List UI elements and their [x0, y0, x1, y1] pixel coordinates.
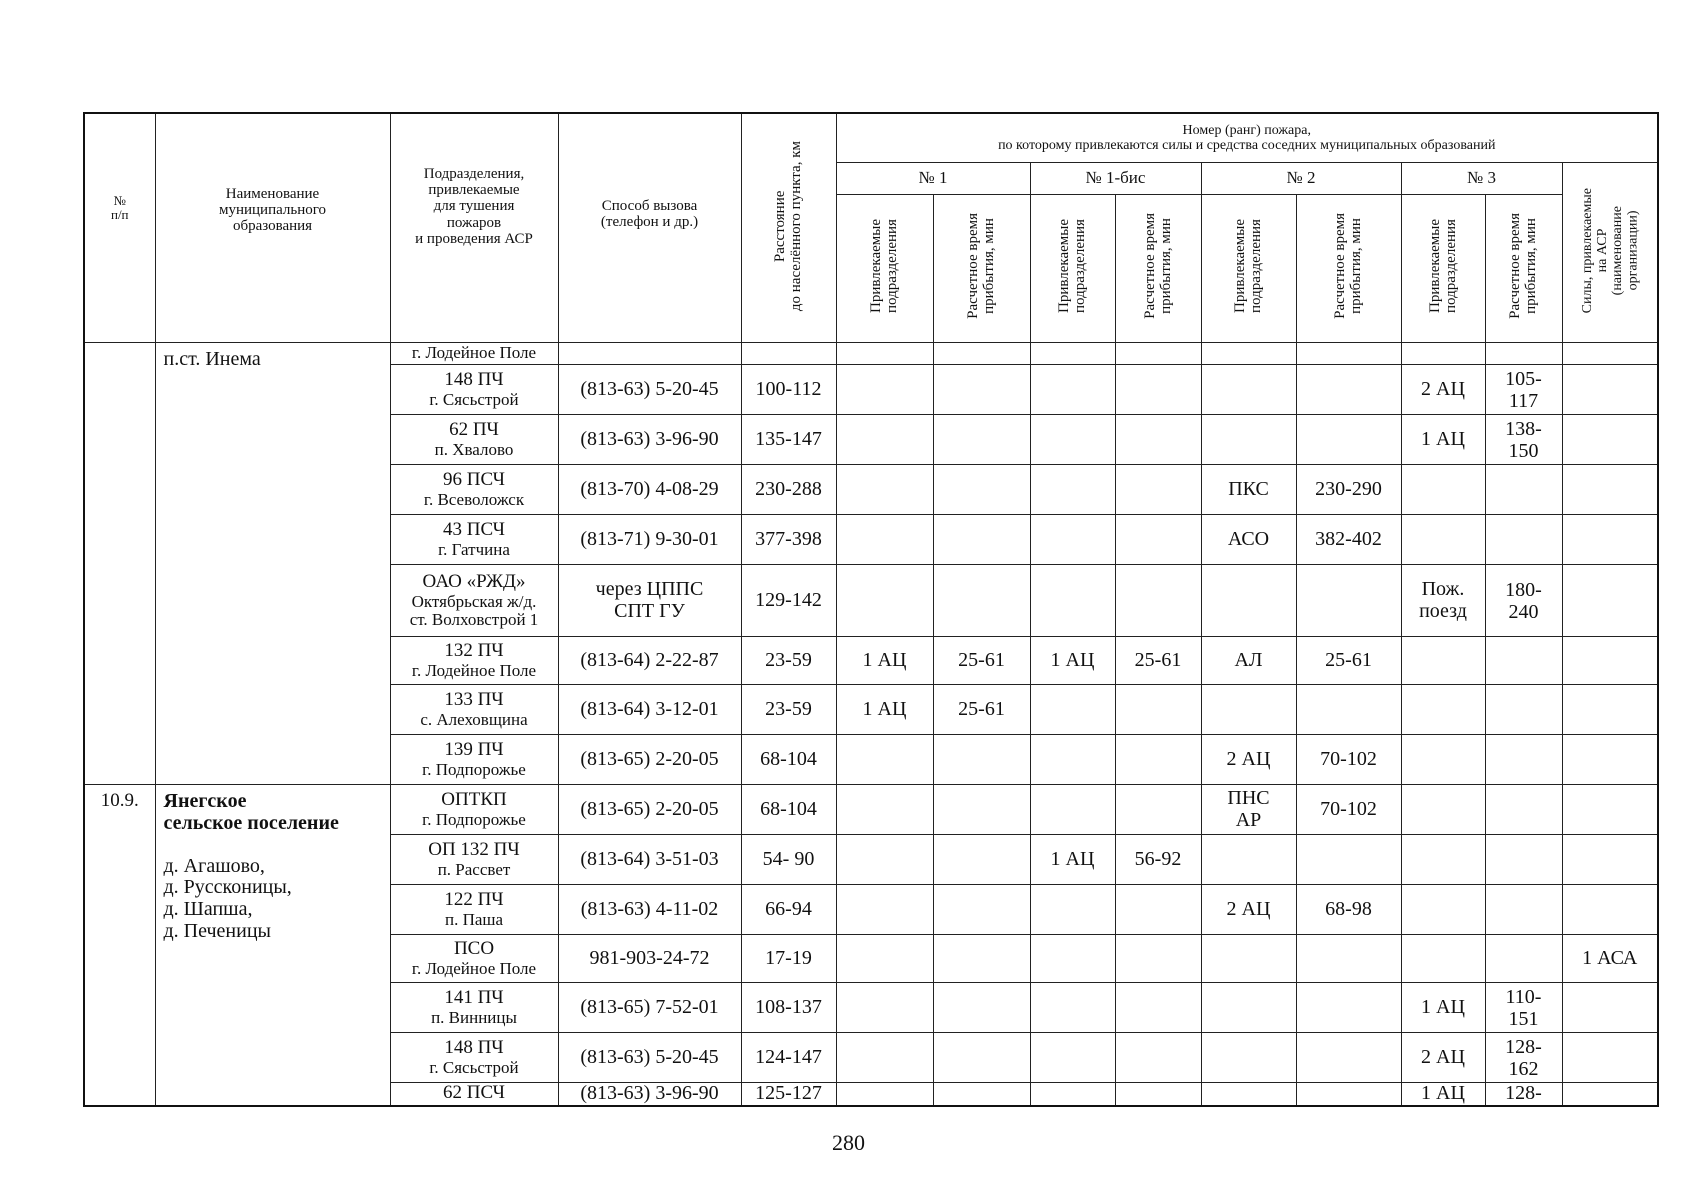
cell-r1bt	[1115, 685, 1201, 735]
cell-r1u	[836, 735, 933, 785]
unit-cell	[390, 1083, 558, 1106]
header-r1bis-time: Расчетное время прибытия, мин	[1115, 195, 1201, 343]
cell-r2u: ПНС АР	[1201, 785, 1296, 835]
cell-r1t	[933, 885, 1030, 935]
cell-asr	[1562, 983, 1658, 1033]
unit-location: г. Сясьстрой	[429, 389, 519, 409]
cell-r1bt	[1115, 515, 1201, 565]
cell-r1bu	[1030, 565, 1115, 637]
header-r2-units: Привлекаемые подразделения	[1201, 195, 1296, 343]
cell-r3t	[1485, 515, 1562, 565]
cell-r1u	[836, 1033, 933, 1083]
cell-r1bt	[1115, 885, 1201, 935]
page-number: 280	[832, 1130, 865, 1155]
cell-call: (813-65) 2-20-05	[558, 785, 741, 835]
cell-asr	[1562, 343, 1658, 365]
cell-asr	[1562, 785, 1658, 835]
unit-cell	[390, 515, 558, 565]
cell-r1bu	[1030, 685, 1115, 735]
cell-r3u: 1 АЦ	[1401, 415, 1485, 465]
row-number: 10.9.	[84, 785, 155, 1106]
cell-r2t	[1296, 1083, 1401, 1106]
header-units: Подразделения, привлекаемые для тушения пожаров и проведения АСР	[390, 113, 558, 343]
cell-r1bt	[1115, 735, 1201, 785]
unit-location: г. Лодейное Поле	[411, 660, 537, 680]
unit-cell	[390, 885, 558, 935]
header-r1-units: Привлекаемые подразделения	[836, 195, 933, 343]
cell-asr	[1562, 515, 1658, 565]
unit-cell	[390, 735, 558, 785]
cell-r2u	[1201, 983, 1296, 1033]
cell-dist: 135-147	[741, 415, 836, 465]
cell-r1u	[836, 465, 933, 515]
cell-r1t	[933, 515, 1030, 565]
unit-name: 132 ПЧ	[444, 639, 504, 661]
cell-dist: 23-59	[741, 637, 836, 685]
cell-asr	[1562, 365, 1658, 415]
cell-call: (813-63) 5-20-45	[558, 1033, 741, 1083]
cell-r1u	[836, 365, 933, 415]
cell-r3t: 180- 240	[1485, 565, 1562, 637]
cell-call: (813-63) 3-96-90	[558, 415, 741, 465]
unit-name: ОПТКП	[441, 788, 507, 810]
unit-location: ст. Волховстрой 1	[409, 609, 539, 629]
cell-asr	[1562, 637, 1658, 685]
cell-r1u	[836, 343, 933, 365]
unit-cell	[390, 637, 558, 685]
unit-location: г. Лодейное Поле	[411, 343, 537, 363]
cell-r1u: 1 АЦ	[836, 637, 933, 685]
cell-asr	[1562, 885, 1658, 935]
cell-r1t: 25-61	[933, 637, 1030, 685]
cell-r1bu: 1 АЦ	[1030, 835, 1115, 885]
cell-r1bt	[1115, 935, 1201, 983]
header-rank-1: № 1	[836, 163, 1030, 195]
cell-r1bu	[1030, 515, 1115, 565]
cell-dist: 129-142	[741, 565, 836, 637]
cell-r3u	[1401, 785, 1485, 835]
cell-r1u	[836, 785, 933, 835]
cell-r3t: 110- 151	[1485, 983, 1562, 1033]
cell-r2t: 70-102	[1296, 735, 1401, 785]
cell-r1t	[933, 1033, 1030, 1083]
unit-name: 139 ПЧ	[444, 738, 504, 760]
cell-r3u	[1401, 637, 1485, 685]
cell-r1u	[836, 935, 933, 983]
cell-dist: 125-127	[741, 1083, 836, 1106]
header-number: № п/п	[84, 113, 155, 343]
cell-r1bt	[1115, 1083, 1201, 1106]
cell-asr	[1562, 565, 1658, 637]
header-rank-3: № 3	[1401, 163, 1562, 195]
cell-call: (813-64) 3-12-01	[558, 685, 741, 735]
cell-r3u	[1401, 465, 1485, 515]
cell-r2u	[1201, 685, 1296, 735]
unit-location: г. Сясьстрой	[429, 1057, 519, 1077]
cell-call: (813-71) 9-30-01	[558, 515, 741, 565]
unit-cell	[390, 565, 558, 637]
unit-location: г. Подпорожье	[422, 809, 526, 829]
cell-r1t	[933, 565, 1030, 637]
cell-asr: 1 АСА	[1562, 935, 1658, 983]
cell-r3t	[1485, 735, 1562, 785]
cell-call: (813-70) 4-08-29	[558, 465, 741, 515]
unit-location: Октябрьская ж/д.	[411, 591, 537, 611]
cell-r1bu	[1030, 735, 1115, 785]
cell-r1t	[933, 1083, 1030, 1106]
cell-r1bu	[1030, 983, 1115, 1033]
cell-r3u	[1401, 685, 1485, 735]
settlement-name: д. Печеницы	[163, 919, 271, 942]
header-asr-forces: Силы, привлекаемые на АСР (наименование организации)	[1562, 163, 1658, 343]
header-rank-title: Номер (ранг) пожара, по которому привлекаются силы и средства соседних муниципальных образований	[836, 113, 1658, 163]
unit-name: ПСО	[453, 937, 495, 959]
municipality-name	[155, 785, 390, 1106]
cell-r2u	[1201, 415, 1296, 465]
cell-r3u: 1 АЦ	[1401, 1083, 1485, 1106]
cell-r3t	[1485, 785, 1562, 835]
cell-r1t	[933, 735, 1030, 785]
cell-r3t	[1485, 343, 1562, 365]
cell-r2u	[1201, 1033, 1296, 1083]
unit-cell	[390, 935, 558, 983]
cell-r3u	[1401, 885, 1485, 935]
cell-call: (813-63) 5-20-45	[558, 365, 741, 415]
unit-cell	[390, 465, 558, 515]
cell-r3t: 105- 117	[1485, 365, 1562, 415]
unit-cell	[390, 785, 558, 835]
cell-r2u	[1201, 343, 1296, 365]
cell-asr	[1562, 685, 1658, 735]
cell-call: 981-903-24-72	[558, 935, 741, 983]
cell-r3u: Пож. поезд	[1401, 565, 1485, 637]
cell-r2u	[1201, 565, 1296, 637]
cell-r1t	[933, 415, 1030, 465]
cell-asr	[1562, 735, 1658, 785]
settlement-name: д. Агашово,	[163, 854, 265, 877]
cell-r1bu	[1030, 343, 1115, 365]
cell-r2t	[1296, 983, 1401, 1033]
cell-r1bu	[1030, 415, 1115, 465]
unit-location: г. Лодейное Поле	[411, 958, 537, 978]
cell-r3u	[1401, 343, 1485, 365]
settlement-name: д. Шапша,	[163, 897, 253, 920]
cell-r2t: 230-290	[1296, 465, 1401, 515]
cell-r2t	[1296, 343, 1401, 365]
cell-r1bu	[1030, 1033, 1115, 1083]
municipality-name	[155, 343, 390, 785]
unit-location: п. Паша	[444, 909, 504, 929]
cell-dist: 230-288	[741, 465, 836, 515]
cell-asr	[1562, 835, 1658, 885]
unit-name: 62 ПСЧ	[442, 1082, 506, 1104]
cell-dist: 100-112	[741, 365, 836, 415]
header-rank-1bis: № 1-бис	[1030, 163, 1201, 195]
cell-r2t	[1296, 935, 1401, 983]
cell-r3u: 2 АЦ	[1401, 1033, 1485, 1083]
cell-asr	[1562, 1033, 1658, 1083]
unit-name: 148 ПЧ	[444, 368, 504, 390]
cell-dist: 68-104	[741, 735, 836, 785]
unit-cell	[390, 983, 558, 1033]
cell-dist: 108-137	[741, 983, 836, 1033]
cell-r2u	[1201, 365, 1296, 415]
cell-r1bu: 1 АЦ	[1030, 637, 1115, 685]
unit-name: ОП 132 ПЧ	[428, 838, 520, 860]
cell-r3u	[1401, 935, 1485, 983]
cell-r2t	[1296, 1033, 1401, 1083]
header-r2-time: Расчетное время прибытия, мин	[1296, 195, 1401, 343]
cell-r2t: 68-98	[1296, 885, 1401, 935]
header-municipality: Наименование муниципального образования	[155, 113, 390, 343]
cell-r2t	[1296, 565, 1401, 637]
cell-r2u	[1201, 1083, 1296, 1106]
cell-dist: 17-19	[741, 935, 836, 983]
header-call-method: Способ вызова (телефон и др.)	[558, 113, 741, 343]
cell-r1t	[933, 983, 1030, 1033]
cell-r1bt	[1115, 415, 1201, 465]
cell-r2u: АСО	[1201, 515, 1296, 565]
cell-r3t	[1485, 685, 1562, 735]
row-number	[84, 343, 155, 785]
table-row	[84, 785, 1658, 835]
header-distance: Расстояние до населённого пункта, км	[741, 113, 836, 343]
cell-r2t: 382-402	[1296, 515, 1401, 565]
unit-name: 141 ПЧ	[444, 986, 504, 1008]
cell-r1bt	[1115, 343, 1201, 365]
unit-name: 43 ПСЧ	[442, 518, 506, 540]
cell-r3t	[1485, 935, 1562, 983]
cell-r1u	[836, 415, 933, 465]
cell-r2t: 70-102	[1296, 785, 1401, 835]
cell-dist: 23-59	[741, 685, 836, 735]
cell-r1bu	[1030, 1083, 1115, 1106]
settlement-name: д. Руссконицы,	[163, 876, 292, 899]
header-r3-time: Расчетное время прибытия, мин	[1485, 195, 1562, 343]
cell-call: (813-63) 4-11-02	[558, 885, 741, 935]
header-r3-units: Привлекаемые подразделения	[1401, 195, 1485, 343]
cell-r3u	[1401, 515, 1485, 565]
cell-r1u: 1 АЦ	[836, 685, 933, 735]
cell-r3t	[1485, 637, 1562, 685]
cell-r1bt	[1115, 785, 1201, 835]
cell-r1t	[933, 835, 1030, 885]
cell-r1t	[933, 343, 1030, 365]
cell-dist	[741, 343, 836, 365]
cell-r1bt	[1115, 565, 1201, 637]
cell-r1u	[836, 835, 933, 885]
cell-r1bu	[1030, 935, 1115, 983]
cell-r1t	[933, 465, 1030, 515]
cell-r3u: 1 АЦ	[1401, 983, 1485, 1033]
cell-dist: 54- 90	[741, 835, 836, 885]
cell-r1bt: 25-61	[1115, 637, 1201, 685]
unit-cell	[390, 685, 558, 735]
cell-r3t	[1485, 835, 1562, 885]
table-body	[84, 343, 1658, 1106]
cell-r3t	[1485, 465, 1562, 515]
unit-cell	[390, 835, 558, 885]
cell-dist: 377-398	[741, 515, 836, 565]
cell-r1bt	[1115, 365, 1201, 415]
unit-name: 62 ПЧ	[449, 418, 499, 440]
unit-name: 96 ПСЧ	[442, 468, 506, 490]
cell-r2t	[1296, 685, 1401, 735]
cell-call: через ЦППС СПТ ГУ	[558, 565, 741, 637]
cell-r2t	[1296, 365, 1401, 415]
unit-cell	[390, 365, 558, 415]
cell-r1bt	[1115, 983, 1201, 1033]
table-row	[84, 343, 1658, 365]
cell-r1u	[836, 983, 933, 1033]
cell-r1t	[933, 935, 1030, 983]
cell-r3t: 128-	[1485, 1083, 1562, 1106]
unit-name: 122 ПЧ	[444, 888, 504, 910]
unit-location: п. Рассвет	[437, 859, 511, 879]
cell-r3u	[1401, 835, 1485, 885]
cell-call: (813-65) 2-20-05	[558, 735, 741, 785]
cell-r1bu	[1030, 885, 1115, 935]
cell-r2u	[1201, 935, 1296, 983]
unit-cell	[390, 1033, 558, 1083]
cell-r1t: 25-61	[933, 685, 1030, 735]
cell-call: (813-64) 3-51-03	[558, 835, 741, 885]
cell-call: (813-63) 3-96-90	[558, 1083, 741, 1106]
cell-call: (813-64) 2-22-87	[558, 637, 741, 685]
fire-forces-table	[83, 112, 1659, 1107]
cell-r1bt: 56-92	[1115, 835, 1201, 885]
cell-r2u: ПКС	[1201, 465, 1296, 515]
header-r1bis-units: Привлекаемые подразделения	[1030, 195, 1115, 343]
unit-location: г. Гатчина	[438, 539, 510, 559]
header-rank-2: № 2	[1201, 163, 1401, 195]
cell-r2t	[1296, 415, 1401, 465]
unit-location: с. Алеховщина	[420, 709, 528, 729]
cell-r3t	[1485, 885, 1562, 935]
cell-r1bu	[1030, 785, 1115, 835]
cell-r1u	[836, 515, 933, 565]
cell-r3t: 128- 162	[1485, 1033, 1562, 1083]
unit-location: п. Хвалово	[434, 439, 514, 459]
unit-name: ОАО «РЖД»	[422, 570, 526, 592]
unit-location: г. Подпорожье	[422, 759, 526, 779]
cell-r1u	[836, 885, 933, 935]
settlement-name: п.ст. Инема	[163, 348, 261, 370]
cell-call: (813-65) 7-52-01	[558, 983, 741, 1033]
municipality-title: сельское поселение	[163, 811, 339, 834]
cell-r1bt	[1115, 1033, 1201, 1083]
cell-asr	[1562, 1083, 1658, 1106]
cell-r1t	[933, 365, 1030, 415]
cell-r1u	[836, 565, 933, 637]
cell-r2u: АЛ	[1201, 637, 1296, 685]
municipality-title: Янегское	[163, 790, 247, 812]
cell-dist: 68-104	[741, 785, 836, 835]
cell-r1bu	[1030, 465, 1115, 515]
cell-dist: 124-147	[741, 1033, 836, 1083]
cell-r3t: 138- 150	[1485, 415, 1562, 465]
cell-r3u	[1401, 735, 1485, 785]
cell-r2t: 25-61	[1296, 637, 1401, 685]
cell-r1u	[836, 1083, 933, 1106]
cell-r2u: 2 АЦ	[1201, 735, 1296, 785]
unit-location: п. Винницы	[431, 1007, 517, 1027]
header-r1-time: Расчетное время прибытия, мин	[933, 195, 1030, 343]
cell-asr	[1562, 415, 1658, 465]
cell-r3u: 2 АЦ	[1401, 365, 1485, 415]
cell-dist: 66-94	[741, 885, 836, 935]
cell-call	[558, 343, 741, 365]
cell-r2u	[1201, 835, 1296, 885]
unit-cell	[390, 343, 558, 365]
unit-name: 148 ПЧ	[444, 1036, 504, 1058]
cell-r2t	[1296, 835, 1401, 885]
unit-name: 133 ПЧ	[444, 688, 504, 710]
cell-r1t	[933, 785, 1030, 835]
cell-r2u: 2 АЦ	[1201, 885, 1296, 935]
cell-r1bt	[1115, 465, 1201, 515]
unit-location: г. Всеволожск	[423, 489, 525, 509]
cell-asr	[1562, 465, 1658, 515]
unit-cell	[390, 415, 558, 465]
settlement-name	[164, 834, 382, 856]
cell-r1bu	[1030, 365, 1115, 415]
